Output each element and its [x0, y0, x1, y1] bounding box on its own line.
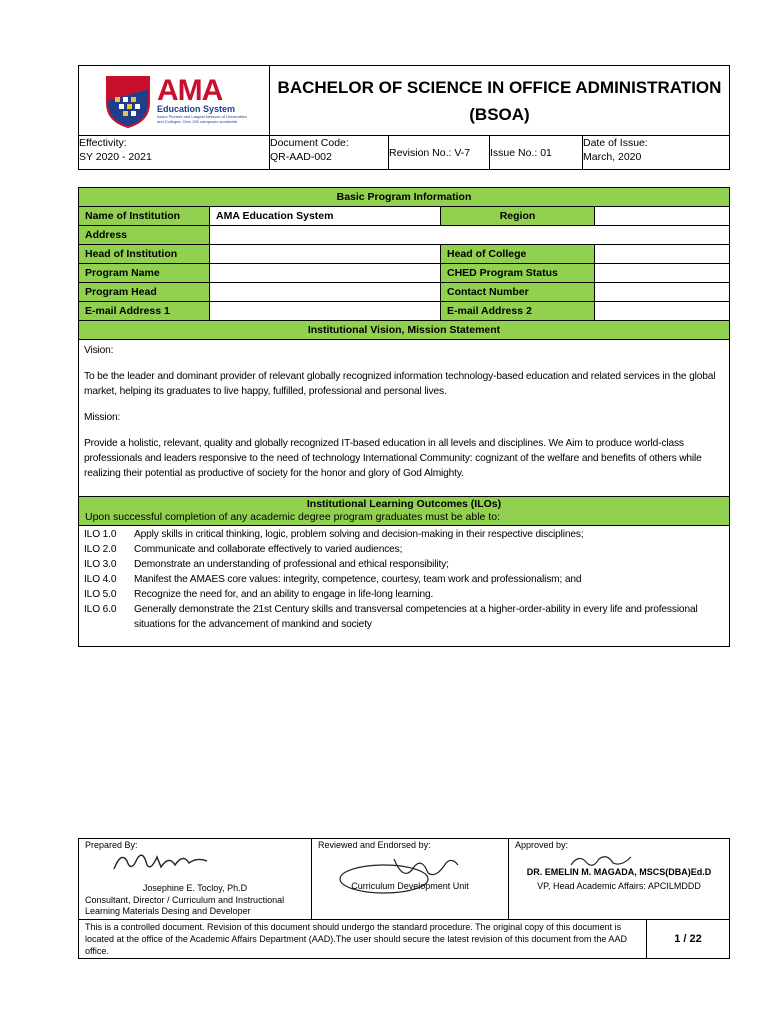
title-line-1: BACHELOR OF SCIENCE IN OFFICE ADMINISTRATION [277, 77, 722, 97]
vision-text: To be the leader and dominant provider of relevant globally recognized information technology-based education and related services in the global market, helping its graduates to live happy, fulfilled, professional and personal lives. [84, 371, 716, 397]
revision-no: Revision No.: V-7 [389, 136, 490, 170]
prepared-by-cell [79, 839, 312, 920]
region-value [595, 207, 730, 226]
shield-logo-icon [103, 73, 153, 129]
ilo-text: Recognize the need for, and an ability to engage in life-long learning. [134, 589, 434, 600]
prepared-by-name: Josephine E. Tocloy, Ph.D [142, 883, 248, 893]
logo-tagline: Asia's Pioneer and Largest Network of Universities and Colleges: Over 200 campuses worldwide [157, 113, 247, 124]
address-value [210, 226, 730, 245]
logo-subtitle: Education System [157, 103, 236, 114]
ilo-heading: Institutional Learning Outcomes (ILOs) [306, 498, 502, 510]
effectivity-cell [79, 136, 270, 170]
document-header [78, 65, 730, 170]
reviewed-unit: Curriculum Development Unit [351, 881, 469, 891]
contact-number-value [595, 283, 730, 302]
ilo-code: ILO 3.0 [84, 559, 117, 570]
controlled-document-notice: This is a controlled document. Revision of this document should undergo the standard procedure. The original copy of this document is located at the office of the Academic Affairs Department (AAD).The user should secure the latest revision of this document from the AAD office. [79, 920, 647, 959]
ilo-heading-block [79, 497, 730, 526]
ilo-item [84, 527, 724, 542]
head-of-institution-value [210, 245, 441, 264]
ched-status-label: CHED Program Status [441, 264, 595, 283]
email-1-value [210, 302, 441, 321]
ched-status-value [595, 264, 730, 283]
program-name-label: Program Name [79, 264, 210, 283]
prepared-signature-icon [109, 847, 219, 877]
contact-number-label: Contact Number [441, 283, 595, 302]
basic-info-heading: Basic Program Information [79, 188, 730, 207]
page-number: 1 / 22 [647, 920, 730, 959]
ilo-code: ILO 4.0 [84, 574, 117, 585]
head-of-college-value [595, 245, 730, 264]
approved-by-cell [509, 839, 730, 920]
vision-mission-heading: Institutional Vision, Mission Statement [79, 321, 730, 340]
head-of-institution-label: Head of Institution [79, 245, 210, 264]
ilo-text: Demonstrate an understanding of professional and ethical responsibility; [134, 559, 449, 570]
ilo-item [84, 602, 724, 632]
ilo-list [79, 526, 730, 647]
document-code-cell [270, 136, 389, 170]
date-of-issue-cell [583, 136, 730, 170]
program-info-table [78, 187, 730, 647]
ama-logo [79, 73, 269, 129]
region-label: Region [441, 207, 595, 226]
date-of-issue-value: March, 2020 [583, 151, 642, 163]
approved-by-name: DR. EMELIN M. MAGADA, MSCS(DBA)Ed.D [526, 867, 712, 877]
ilo-item [84, 587, 724, 602]
email-2-label: E-mail Address 2 [441, 302, 595, 321]
issue-no: Issue No.: 01 [490, 136, 583, 170]
document-title [270, 66, 730, 136]
logo-cell [79, 66, 270, 136]
ilo-intro: Upon successful completion of any academic degree program graduates must be able to: [85, 511, 500, 523]
approved-by-title: VP, Head Academic Affairs: APCILMDDD [537, 881, 701, 891]
date-of-issue-label: Date of Issue: [583, 137, 648, 149]
prepared-by-label: Prepared By: [85, 840, 138, 850]
email-1-label: E-mail Address 1 [79, 302, 210, 321]
ilo-text: Apply skills in critical thinking, logic, problem solving and decision-making in their respective disciplines; [134, 529, 584, 540]
institution-name-label: Name of Institution [79, 207, 210, 226]
prepared-by-title-2: Learning Materials Desing and Developer [85, 906, 251, 916]
vision-mission-block [79, 340, 730, 497]
ilo-code: ILO 5.0 [84, 589, 117, 600]
approved-by-label: Approved by: [515, 840, 569, 850]
ilo-text: Generally demonstrate the 21st Century skills and transversal competencies at a higher-order-ability in every life and professional situations for the advancement of mankind and society [134, 604, 698, 630]
effectivity-value: SY 2020 - 2021 [79, 151, 152, 163]
program-head-value [210, 283, 441, 302]
ilo-item [84, 557, 724, 572]
logo-name: AMA [157, 73, 223, 107]
mission-text: Provide a holistic, relevant, quality and globally recognized IT-based education in all levels and disciplines. We Aim to produce world-class professionals and leaders responsive to the need of technology International Community: cognizant of the welfare and benefits of others while realizing their potential as productive of society for the honor and glory of God Almighty. [84, 438, 702, 479]
ilo-code: ILO 6.0 [84, 604, 117, 615]
program-head-label: Program Head [79, 283, 210, 302]
institution-name-value: AMA Education System [210, 207, 441, 226]
ilo-code: ILO 2.0 [84, 544, 117, 555]
ilo-item [84, 572, 724, 587]
ilo-code: ILO 1.0 [84, 529, 117, 540]
prepared-by-title-1: Consultant, Director / Curriculum and Instructional [85, 895, 285, 905]
program-name-value [210, 264, 441, 283]
address-label: Address [79, 226, 210, 245]
ilo-text: Communicate and collaborate effectively to varied audiences; [134, 544, 403, 555]
mission-label: Mission: [84, 412, 121, 423]
vision-label: Vision: [84, 345, 114, 356]
ilo-text: Manifest the AMAES core values: integrity, competence, courtesy, team work and professionalism; and [134, 574, 582, 585]
document-code-label: Document Code: [270, 137, 349, 149]
reviewed-by-cell [312, 839, 509, 920]
title-line-2: (BSOA) [469, 104, 530, 124]
ilo-item [84, 542, 724, 557]
reviewed-by-label: Reviewed and Endorsed by: [318, 840, 431, 850]
effectivity-label: Effectivity: [79, 137, 127, 149]
head-of-college-label: Head of College [441, 245, 595, 264]
document-code-value: QR-AAD-002 [270, 151, 332, 163]
email-2-value [595, 302, 730, 321]
document-footer [78, 838, 730, 959]
